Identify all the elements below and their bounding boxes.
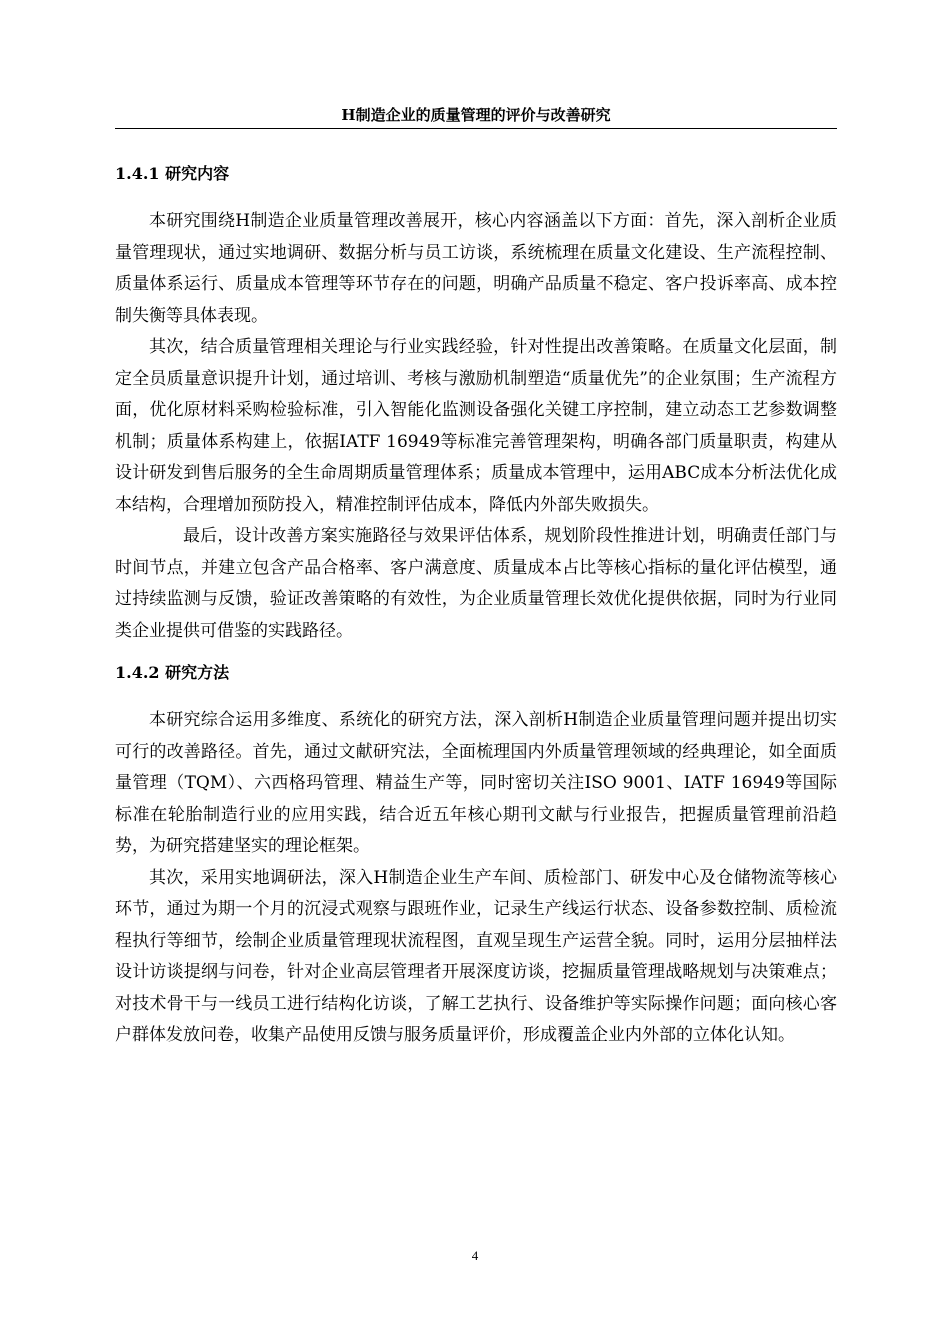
paragraph: 最后，设计改善方案实施路径与效果评估体系，规划阶段性推进计划，明确责任部门与时间节点，并建立包含产品合格率、客户满意度、质量成本占比等核心指标的量化评估模型，通过持续监测与反馈，验证改善策略的有效性，为企业质量管理长效优化提供依据，同时为行业同类企业提供可借鉴的实践路径。 bbox=[115, 526, 837, 641]
page-number: 4 bbox=[471, 1248, 479, 1263]
section-heading-research-methods: 1.4.2 研究方法 bbox=[115, 663, 230, 682]
paragraph: 其次，结合质量管理相关理论与行业实践经验，针对性提出改善策略。在质量文化层面，制定全员质量意识提升计划，通过培训、考核与激励机制塑造“质量优先”的企业氛围；生产流程方面，优化原材料采购检验标准，引入智能化监测设备强化关键工序控制，建立动态工艺参数调整机制；质量体系构建上，依据IATF 16949等标准完善管理架构，明确各部门质量职责，构建从设计研发到售后服务的全生命周期质量管理体系；质量成本管理中，运用ABC成本分析法优化成本结构，合理增加预防投入，精准控制评估成本，降低内外部失败损失。 bbox=[115, 337, 837, 515]
paragraph: 本研究围绕H制造企业质量管理改善展开，核心内容涵盖以下方面：首先，深入剖析企业质量管理现状，通过实地调研、数据分析与员工访谈，系统梳理在质量文化建设、生产流程控制、质量体系运行、质量成本管理等环节存在的问题，明确产品质量不稳定、客户投诉率高、成本控制失衡等具体表现。 bbox=[115, 211, 837, 326]
paragraph: 本研究综合运用多维度、系统化的研究方法，深入剖析H制造企业质量管理问题并提出切实可行的改善路径。首先，通过文献研究法，全面梳理国内外质量管理领域的经典理论，如全面质量管理（TQM）、六西格玛管理、精益生产等，同时密切关注ISO 9001、IATF 16949等国际标准在轮胎制造行业的应用实践，结合近五年核心期刊文献与行业报告，把握质量管理前沿趋势，为研究搭建坚实的理论框架。 bbox=[115, 710, 837, 856]
paragraph: 其次，采用实地调研法，深入H制造企业生产车间、质检部门、研发中心及仓储物流等核心环节，通过为期一个月的沉浸式观察与跟班作业，记录生产线运行状态、设备参数控制、质检流程执行等细节，绘制企业质量管理现状流程图，直观呈现生产运营全貌。同时，运用分层抽样法设计访谈提纲与问卷，针对企业高层管理者开展深度访谈，挖掘质量管理战略规划与决策难点；对技术骨干与一线员工进行结构化访谈，了解工艺执行、设备维护等实际操作问题；面向核心客户群体发放问卷，收集产品使用反馈与服务质量评价，形成覆盖企业内外部的立体化认知。 bbox=[115, 867, 837, 1045]
header-divider bbox=[115, 128, 837, 129]
section-heading-research-content: 1.4.1 研究内容 bbox=[115, 164, 230, 183]
running-header: H制造企业的质量管理的评价与改善研究 bbox=[341, 106, 611, 124]
page-body bbox=[115, 150, 837, 1052]
